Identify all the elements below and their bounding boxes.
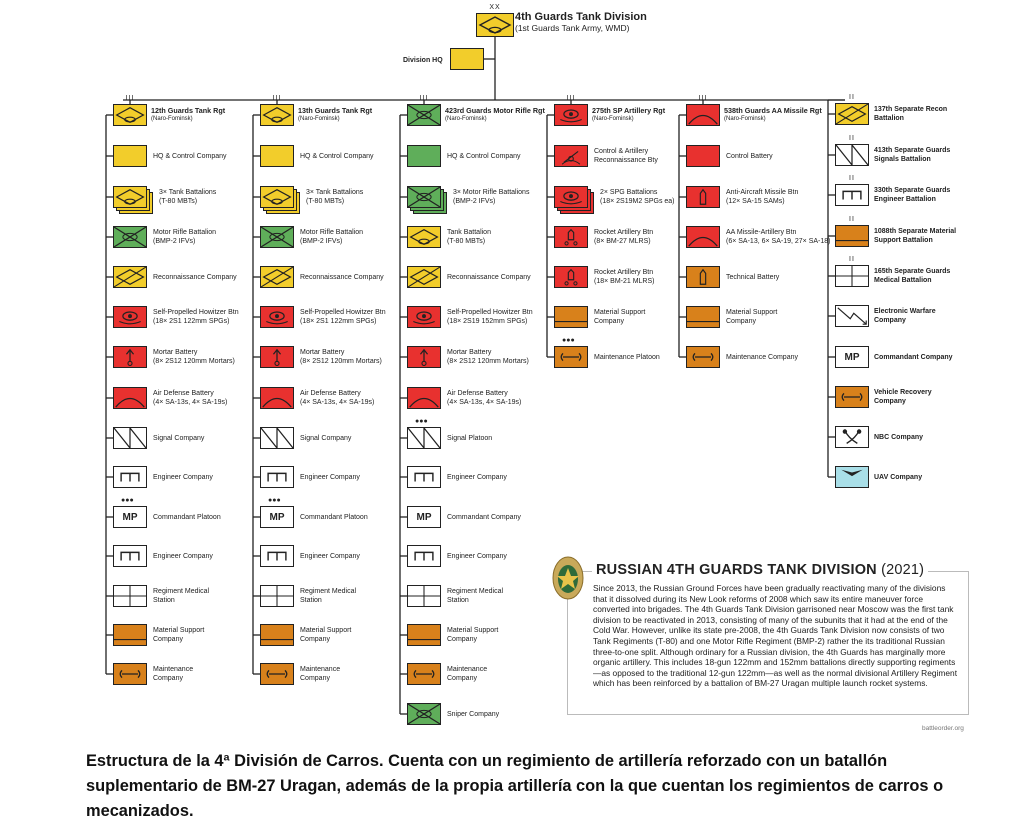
armor-symbol-icon [114, 105, 146, 125]
regiment-header [151, 106, 225, 124]
spg-symbol-icon [114, 307, 146, 327]
unit-label: 3× Tank Battalions (T-80 MBTs) [159, 189, 217, 205]
unit-label: Engineer Company [447, 552, 507, 560]
engineer-symbol-icon [261, 467, 293, 487]
ew-symbol-icon [836, 306, 868, 326]
spg-symbol-icon [261, 307, 293, 327]
regiment-title: 13th Guards Tank Rgt [298, 106, 373, 115]
division-title: 4th Guards Tank Division [515, 11, 647, 23]
separate-unit-label: 1088th Separate Material Support Battalion [874, 228, 957, 244]
mp-text: MP [844, 351, 860, 363]
unit-symbol-box [407, 145, 441, 167]
unit-label: Material Support Company [300, 627, 352, 643]
unit-symbol-box [113, 585, 147, 607]
engineer-symbol-icon [408, 546, 440, 566]
unit-symbol-box [835, 305, 869, 327]
unit-label: Mortar Battery (8× 2S12 120mm Mortars) [300, 349, 382, 365]
artyrecon-symbol-icon [555, 146, 587, 166]
unit-label: Mortar Battery (8× 2S12 120mm Mortars) [153, 349, 235, 365]
unit-symbol-box [260, 506, 294, 528]
unit-symbol-box [554, 226, 588, 248]
unit-symbol-box [686, 104, 720, 126]
unit-label: Tank Battalion (T-80 MBTs) [447, 229, 491, 245]
info-text: Since 2013, the Russian Ground Forces have been gradually reactivating many of the divisions that it dissolved during its New Look reforms of 2008 which saw its entire maneuver force converted into brigades. The 4th Guards Tank Division garrisoned near Moscow was the first tank division to be reactivated in 2013, consisting of many of the subunits that it had at the end of the Cold War. However, unlike its state pre-2008, the 4th Guards Tank Division now consists of two Tank Regiments (T-80) and one Motor Rifle Regiment (BMP-2) rather the its traditional Russian three-to-one split. Although ordinary for a Russian division, the 4th Guards has marginally more organic artillery. This includes 18-gun 122mm and 152mm battalions directly supporting regiments—as opposed to the traditional 12-gun 122mm—as well as the normal divisional Artillery Regiment which has been reinforced by a battalion of BM-27 Uragan multiple launch rocket systems. [593, 583, 958, 689]
unit-label: Rocket Artillery Btn (8× BM-27 MLRS) [594, 229, 654, 245]
unit-label: Self-Propelled Howitzer Btn (18× 2S1 122mm SPGs) [300, 309, 386, 325]
unit-label: Maintenance Company [726, 353, 798, 361]
unit-symbol-box [113, 306, 147, 328]
unit-symbol-box [260, 226, 294, 248]
regiment-location: (Naro-Fominsk) [724, 116, 766, 122]
hq-symbol-icon [687, 146, 719, 166]
unit-symbol-box [260, 266, 294, 288]
unit-symbol-box [113, 506, 147, 528]
rocket-symbol-icon [555, 227, 587, 247]
supply-symbol-icon [261, 625, 293, 645]
armor-symbol-icon [261, 105, 293, 125]
separate-unit-label: 413th Separate Guards Signals Battalion [874, 147, 951, 163]
info-title-year: (2021) [881, 562, 925, 578]
regiment-title: 423rd Guards Motor Rifle Rgt [445, 106, 545, 115]
maint-symbol-icon [687, 347, 719, 367]
unit-label: Engineer Company [153, 552, 213, 560]
unit-label: Air Defense Battery (4× SA-13s, 4× SA-19s) [300, 390, 375, 406]
unit-symbol-box [407, 506, 441, 528]
unit-symbol-box [835, 265, 869, 287]
unit-symbol-box [686, 306, 720, 328]
echelon-marker: II [849, 175, 855, 182]
unit-symbol-box [407, 226, 441, 248]
maint-symbol-icon [114, 664, 146, 684]
unit-symbol-box [407, 387, 441, 409]
unit-symbol-box [113, 346, 147, 368]
unit-symbol-box [450, 48, 484, 70]
uav-symbol-icon [836, 467, 868, 487]
unit-symbol-box [113, 104, 147, 126]
info-title [592, 562, 928, 578]
unit-label: Maintenance Platoon [594, 353, 660, 361]
unit-label: Regiment Medical Station [153, 588, 210, 604]
unit-symbol-box [407, 104, 441, 126]
regiment-header [298, 106, 372, 124]
armor-symbol-icon [261, 187, 293, 207]
unit-label: Anti-Aircraft Missile Btn (12× SA-15 SAMs) [726, 189, 799, 205]
echelon-marker: II [849, 94, 855, 101]
unit-label: Engineer Company [153, 473, 213, 481]
hq-symbol-icon [114, 146, 146, 166]
unit-label: Regiment Medical Station [447, 588, 504, 604]
regiment-location: (Naro-Fominsk) [151, 116, 193, 122]
unit-label: Material Support Company [447, 627, 499, 643]
regiment-title: 275th SP Artillery Rgt [592, 106, 666, 115]
echelon-dots: ●●● [268, 497, 281, 504]
unit-symbol-box [407, 624, 441, 646]
echelon-dots: ●●● [415, 418, 428, 425]
separate-unit-label: NBC Company [874, 433, 924, 441]
unit-label: Rocket Artillery Btn (18× BM-21 MLRS) [594, 269, 655, 285]
unit-label: Mortar Battery (8× 2S12 120mm Mortars) [447, 349, 529, 365]
signal-symbol-icon [408, 428, 440, 448]
supply-symbol-icon [408, 625, 440, 645]
armor-symbol-icon [114, 187, 146, 207]
supply-symbol-icon [555, 307, 587, 327]
unit-symbol-box [113, 226, 147, 248]
mp-text: MP [269, 511, 285, 523]
unit-symbol-box [260, 104, 294, 126]
regiment-header [445, 106, 545, 124]
unit-symbol-box [407, 585, 441, 607]
division-hq-label: Division HQ [403, 57, 443, 64]
engineer-symbol-icon [408, 467, 440, 487]
unit-label: Maintenance Company [300, 666, 341, 682]
unit-symbol-box [686, 346, 720, 368]
unit-label: Reconnaissance Company [153, 273, 237, 281]
mp-text: MP [122, 511, 138, 523]
mp-text: MP [416, 511, 432, 523]
separate-unit-label: Vehicle Recovery Company [874, 389, 932, 405]
rocket-symbol-icon [555, 267, 587, 287]
unit-symbol-box [260, 346, 294, 368]
unit-label: Control Battery [726, 152, 773, 160]
unit-label: 3× Motor Rifle Battalions (BMP-2 IFVs) [453, 189, 530, 205]
maint-symbol-icon [836, 387, 868, 407]
unit-symbol-box [113, 145, 147, 167]
unit-label: Air Defense Battery (4× SA-13s, 4× SA-19s) [153, 390, 228, 406]
unit-symbol-box [260, 466, 294, 488]
unit-symbol-box [260, 387, 294, 409]
unit-symbol-box [835, 346, 869, 368]
ad-symbol-icon [687, 105, 719, 125]
unit-symbol-box [686, 266, 720, 288]
echelon-marker: III [419, 95, 429, 102]
separate-unit-label: Commandant Company [874, 353, 953, 361]
unit-symbol-box [407, 466, 441, 488]
unit-label: Maintenance Company [153, 666, 194, 682]
credit-text: battleorder.org [922, 725, 964, 732]
spg-symbol-icon [555, 105, 587, 125]
separate-unit-label: UAV Company [874, 473, 923, 481]
unit-label: Air Defense Battery (4× SA-13s, 4× SA-19s) [447, 390, 522, 406]
unit-label: Technical Battery [726, 273, 780, 281]
unit-label: Material Support Company [594, 309, 646, 325]
unit-label: Motor Rifle Battalion (BMP-2 IFVs) [300, 229, 364, 245]
echelon-marker: III [698, 95, 708, 102]
caption: Estructura de la 4ª División de Carros. Cuenta con un regimiento de artillería reforzado con un batallón suplementario de BM-27 Uragan, además de la propia artillería con la que cuentan los regimientos de carros o mecanizados. [86, 752, 944, 820]
armor-symbol-icon [477, 14, 513, 36]
unit-label: Material Support Company [153, 627, 205, 643]
unit-symbol-box [260, 427, 294, 449]
maint-symbol-icon [555, 347, 587, 367]
supply-symbol-icon [687, 307, 719, 327]
unit-symbol-box [407, 346, 441, 368]
unit-symbol-box [113, 266, 147, 288]
recon-symbol-icon [114, 267, 146, 287]
unit-symbol-box [686, 186, 720, 208]
regiment-title: 12th Guards Tank Rgt [151, 106, 226, 115]
unit-symbol-box [835, 386, 869, 408]
unit-symbol-box [113, 663, 147, 685]
unit-symbol-box [407, 545, 441, 567]
regiment-title: 538th Guards AA Missile Rgt [724, 106, 822, 115]
regiment-header [724, 106, 822, 124]
ad-symbol-icon [114, 388, 146, 408]
spg-symbol-icon [408, 307, 440, 327]
unit-label: Signal Company [300, 434, 352, 442]
unit-symbol-box [554, 306, 588, 328]
echelon-marker: III [566, 95, 576, 102]
unit-symbol-box [476, 13, 514, 37]
signal-symbol-icon [261, 428, 293, 448]
echelon-marker: III [125, 95, 135, 102]
unit-symbol-box [835, 144, 869, 166]
signal-symbol-icon [114, 428, 146, 448]
recon-symbol-icon [261, 267, 293, 287]
unit-symbol-box [260, 186, 294, 208]
hq-symbol-icon [451, 49, 483, 69]
medical-symbol-icon [408, 586, 440, 606]
hq-symbol-icon [408, 146, 440, 166]
regiment-location: (Naro-Fominsk) [298, 116, 340, 122]
recon-symbol-icon [836, 104, 868, 124]
echelon-marker: II [849, 256, 855, 263]
unit-label: Self-Propelled Howitzer Btn (18× 2S1 122mm SPGs) [153, 309, 239, 325]
supply-symbol-icon [114, 625, 146, 645]
unit-symbol-box [113, 545, 147, 567]
nbc-symbol-icon [836, 427, 868, 447]
unit-symbol-box [260, 306, 294, 328]
medical-symbol-icon [261, 586, 293, 606]
unit-symbol-box [554, 186, 588, 208]
regiment-header [592, 106, 665, 124]
mech-symbol-icon [261, 227, 293, 247]
engineer-symbol-icon [114, 546, 146, 566]
maint-symbol-icon [261, 664, 293, 684]
echelon-dots: ●●● [562, 337, 575, 344]
supply-symbol-icon [836, 226, 868, 246]
mech-symbol-icon [114, 227, 146, 247]
echelon-marker: II [849, 216, 855, 223]
unit-symbol-box [835, 103, 869, 125]
hq-symbol-icon [261, 146, 293, 166]
echelon-dots: ●●● [121, 497, 134, 504]
unit-symbol-box [835, 225, 869, 247]
mech-symbol-icon [408, 704, 440, 724]
engineer-symbol-icon [261, 546, 293, 566]
unit-symbol-box [686, 145, 720, 167]
unit-label: HQ & Control Company [153, 152, 227, 160]
info-title-main: RUSSIAN 4TH GUARDS TANK DIVISION [596, 562, 877, 578]
unit-label: 2× SPG Battalions (18× 2S19M2 SPGs ea) [600, 189, 675, 205]
unit-symbol-box [554, 346, 588, 368]
ad-symbol-icon [261, 388, 293, 408]
mortar-symbol-icon [408, 347, 440, 367]
maint-symbol-icon [408, 664, 440, 684]
division-subtitle: (1st Guards Tank Army, WMD) [515, 23, 630, 33]
recon-symbol-icon [408, 267, 440, 287]
unit-label: Engineer Company [300, 552, 360, 560]
unit-label: Regiment Medical Station [300, 588, 357, 604]
medical-symbol-icon [836, 266, 868, 286]
missile-symbol-icon [687, 187, 719, 207]
echelon-marker: III [272, 95, 282, 102]
regiment-location: (Naro-Fominsk) [592, 116, 634, 122]
unit-symbol-box [835, 466, 869, 488]
unit-label: HQ & Control Company [300, 152, 374, 160]
separate-unit-label: Electronic Warfare Company [874, 308, 936, 324]
ad-symbol-icon [687, 227, 719, 247]
unit-symbol-box [260, 145, 294, 167]
division-emblem-icon [551, 555, 585, 601]
separate-unit-label: 165th Separate Guards Medical Battalion [874, 268, 951, 284]
spg-symbol-icon [555, 187, 587, 207]
unit-label: Maintenance Company [447, 666, 488, 682]
unit-symbol-box [835, 184, 869, 206]
echelon-marker: XX [489, 4, 501, 11]
echelon-marker: II [849, 135, 855, 142]
unit-symbol-box [113, 624, 147, 646]
unit-symbol-box [113, 186, 147, 208]
unit-symbol-box [260, 545, 294, 567]
separate-unit-label: 137th Separate Recon Battalion [874, 106, 948, 122]
unit-symbol-box [260, 624, 294, 646]
unit-symbol-box [407, 663, 441, 685]
unit-label: Commandant Platoon [300, 513, 368, 521]
division-title-block [515, 11, 647, 33]
mech-symbol-icon [408, 105, 440, 125]
unit-symbol-box [835, 426, 869, 448]
unit-label: Reconnaissance Company [300, 273, 384, 281]
unit-symbol-box [407, 306, 441, 328]
engineer-symbol-icon [114, 467, 146, 487]
medical-symbol-icon [114, 586, 146, 606]
missile-symbol-icon [687, 267, 719, 287]
unit-symbol-box [113, 466, 147, 488]
unit-label: 3× Tank Battalions (T-80 MBTs) [306, 189, 364, 205]
unit-label: Signal Company [153, 434, 205, 442]
unit-label: Engineer Company [447, 473, 507, 481]
ad-symbol-icon [408, 388, 440, 408]
mortar-symbol-icon [114, 347, 146, 367]
unit-symbol-box [554, 104, 588, 126]
unit-label: Material Support Company [726, 309, 778, 325]
unit-symbol-box [113, 387, 147, 409]
unit-label: Engineer Company [300, 473, 360, 481]
unit-label: Signal Platoon [447, 434, 493, 442]
unit-label: AA Missile-Artillery Btn (6× SA-13, 6× SA-19, 27× SA-18) [726, 229, 831, 245]
unit-symbol-box [113, 427, 147, 449]
signal-symbol-icon [836, 145, 868, 165]
unit-label: Commandant Platoon [153, 513, 221, 521]
unit-label: HQ & Control Company [447, 152, 521, 160]
engineer-symbol-icon [836, 185, 868, 205]
unit-symbol-box [260, 663, 294, 685]
unit-symbol-box [686, 226, 720, 248]
unit-symbol-box [407, 186, 441, 208]
mech-symbol-icon [408, 187, 440, 207]
unit-label: Reconnaissance Company [447, 273, 531, 281]
unit-label: Self-Propelled Howitzer Btn (18× 2S19 152mm SPGs) [447, 309, 533, 325]
unit-symbol-box [407, 266, 441, 288]
unit-label: Sniper Company [447, 710, 500, 718]
mortar-symbol-icon [261, 347, 293, 367]
unit-label: Control & Artillery Reconnaissance Bty [594, 148, 658, 164]
unit-symbol-box [554, 266, 588, 288]
unit-label: Commandant Company [447, 513, 521, 521]
armor-symbol-icon [408, 227, 440, 247]
separate-unit-label: 330th Separate Guards Engineer Battalion [874, 187, 951, 203]
unit-symbol-box [260, 585, 294, 607]
regiment-location: (Naro-Fominsk) [445, 116, 487, 122]
unit-symbol-box [407, 703, 441, 725]
unit-symbol-box [554, 145, 588, 167]
unit-symbol-box [407, 427, 441, 449]
unit-label: Motor Rifle Battalion (BMP-2 IFVs) [153, 229, 217, 245]
